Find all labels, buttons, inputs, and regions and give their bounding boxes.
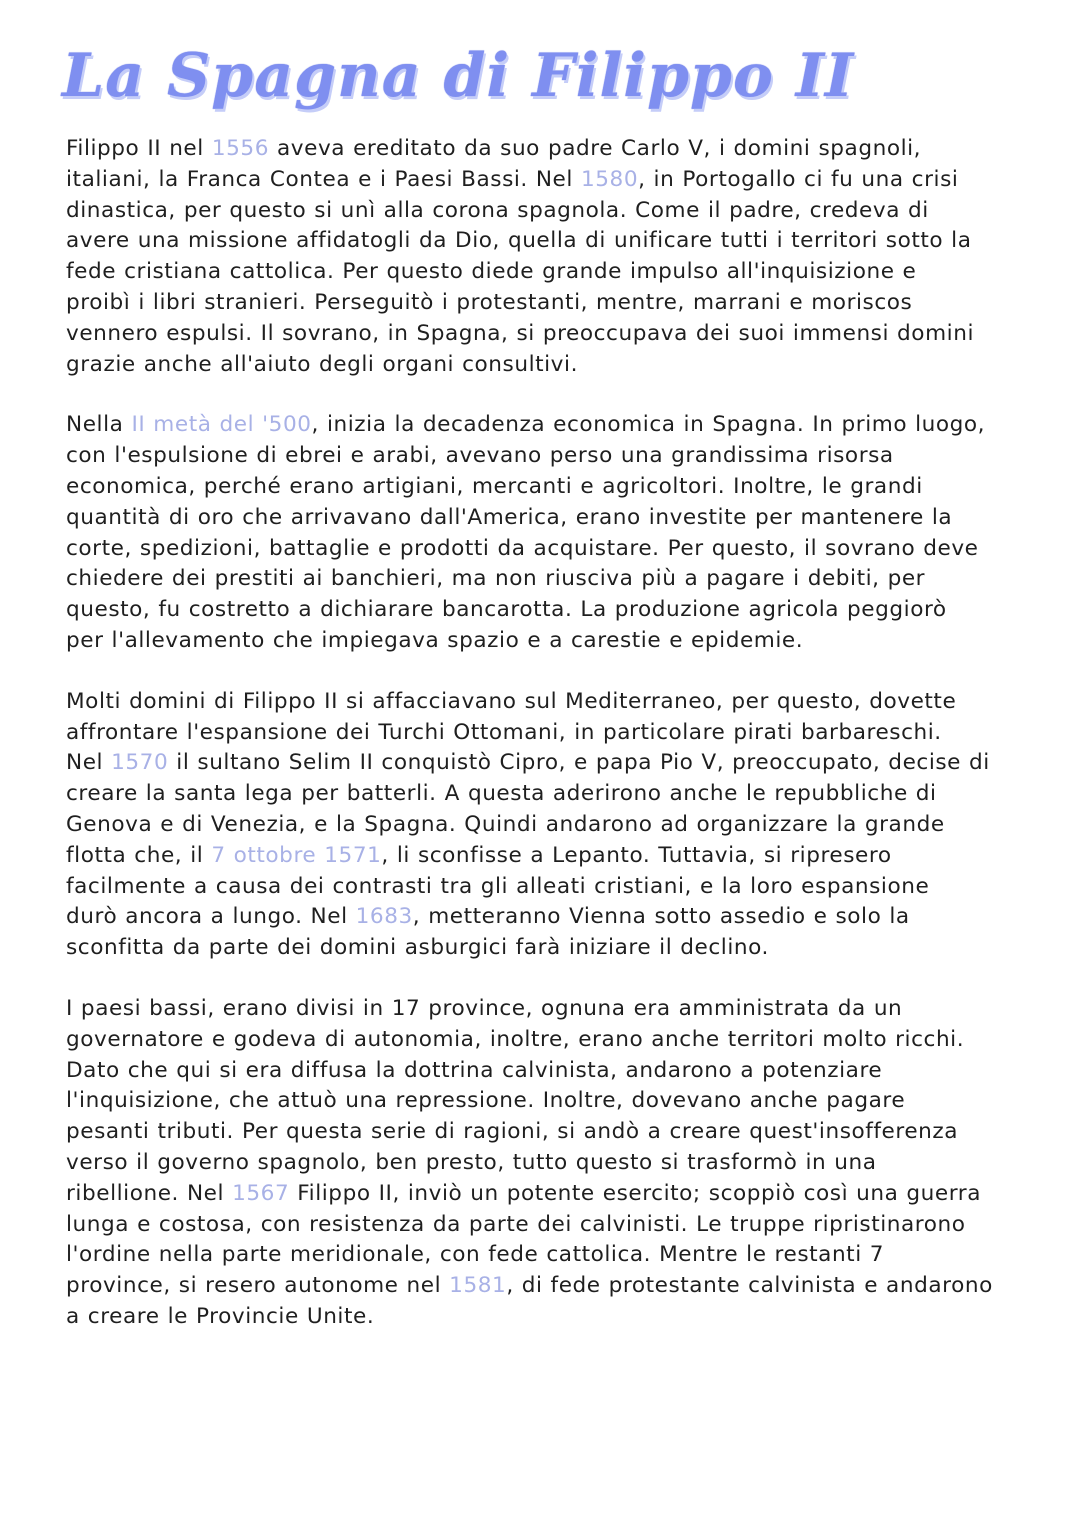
text-line: governatore e godeva di autonomia, inoltre, erano anche territori molto ricchi.	[66, 1026, 965, 1052]
highlighted-date: 1580	[580, 166, 639, 192]
text-line: economica, perché erano artigiani, mercanti e agricoltori. Inoltre, le grandi	[66, 473, 923, 499]
text-line: per l'allevamento che impiegava spazio e a carestie e epidemie.	[66, 627, 804, 653]
text-line: flotta che, il 7 ottobre 1571, li sconfisse a Lepanto. Tuttavia, si ripresero	[66, 842, 892, 868]
text-line: pesanti tributi. Per questa serie di ragioni, si andò a creare quest'insofferenza	[66, 1119, 959, 1145]
highlighted-date: 7 ottobre 1571	[211, 842, 382, 868]
text-line: I paesi bassi, erano divisi in 17 province, ognuna era amministrata da un	[66, 995, 903, 1021]
text-line: chiedere dei prestiti ai banchieri, ma non riusciva più a pagare i debiti, per	[66, 566, 926, 592]
text-line: a creare le Provincie Unite.	[66, 1303, 375, 1329]
text-line: grazie anche all'aiuto degli organi consultivi.	[66, 351, 578, 377]
text-line: quantità di oro che arrivavano dall'America, erano investite per mantenere la	[66, 504, 953, 530]
text-line: durò ancora a lungo. Nel 1683, metteranno Vienna sotto assedio e solo la	[66, 904, 910, 930]
text-line: dinastica, per questo si unì alla corona spagnola. Come il padre, credeva di	[66, 197, 929, 223]
paragraph	[66, 994, 1051, 1333]
highlighted-date: 1556	[211, 136, 269, 161]
highlighted-date: 1581	[449, 1273, 507, 1299]
text-line: facilmente a causa dei contrasti tra gli alleati cristiani, e la loro espansione	[66, 873, 930, 899]
text-line: corte, spedizioni, battaglie e prodotti da acquistare. Per questo, il sovrano deve	[66, 535, 979, 561]
text-line: l'ordine nella parte meridionale, con fede cattolica. Mentre le restanti 7	[66, 1242, 885, 1268]
text-line: lunga e costosa, con resistenza da parte dei calvinisti. Le truppe ripristinarono	[66, 1211, 966, 1237]
text-line: verso il governo spagnolo, ben presto, tutto questo si trasformò in una	[66, 1149, 877, 1175]
text-line: con l'espulsione di ebrei e arabi, avevano perso una grandissima risorsa	[66, 443, 894, 469]
text-line: Molti domini di Filippo II si affacciavano sul Mediterraneo, per questo, dovette	[66, 688, 957, 714]
highlighted-date: 1570	[111, 750, 169, 776]
text-line: l'inquisizione, che attuò una repressione. Inoltre, dovevano anche pagare	[66, 1088, 906, 1114]
text-line: avere una missione affidatogli da Dio, quella di unificare tutti i territori sotto la	[66, 228, 972, 254]
text-line: fede cristiana cattolica. Per questo diede grande impulso all'inquisizione e	[66, 259, 917, 285]
text-line: sconfitta da parte dei domini asburgici farà iniziare il declino.	[66, 935, 769, 961]
text-line: proibì i libri stranieri. Perseguitò i protestanti, mentre, marrani e moriscos	[66, 289, 913, 315]
paragraph	[66, 410, 1051, 656]
page-title: La Spagna di Filippo II	[62, 41, 855, 111]
paragraph	[66, 687, 1051, 964]
document-body	[66, 134, 1051, 1363]
text-line: creare la santa lega per batterli. A questa aderirono anche le repubbliche di	[66, 781, 937, 807]
text-line: affrontare l'espansione dei Turchi Ottomani, in particolare pirati barbareschi.	[66, 719, 942, 745]
paragraph	[66, 134, 1051, 380]
text-line: Nella II metà del '500, inizia la decadenza economica in Spagna. In primo luogo,	[66, 412, 986, 438]
text-line: Nel 1570 il sultano Selim II conquistò Cipro, e papa Pio V, preoccupato, decise di	[66, 750, 990, 776]
highlighted-date: 1567	[232, 1180, 290, 1206]
text-line: italiani, la Franca Contea e i Paesi Bassi. Nel 1580, in Portogallo ci fu una crisi	[66, 166, 959, 192]
text-line: Dato che qui si era diffusa la dottrina calvinista, andarono a potenziare	[66, 1057, 883, 1083]
text-line: ribellione. Nel 1567 Filippo II, inviò un potente esercito; scoppiò così una guerra	[66, 1180, 982, 1206]
text-line: Filippo II nel 1556 aveva ereditato da suo padre Carlo V, i domini spagnoli,	[66, 136, 922, 161]
highlighted-date: 1683	[355, 904, 413, 930]
text-line: Genova e di Venezia, e la Spagna. Quindi andarono ad organizzare la grande	[66, 811, 945, 837]
text-line: vennero espulsi. Il sovrano, in Spagna, si preoccupava dei suoi immensi domini	[66, 320, 974, 346]
text-line: questo, fu costretto a dichiarare bancarotta. La produzione agricola peggiorò	[66, 597, 947, 623]
highlighted-date: II metà del '500	[131, 412, 312, 438]
text-line: province, si resero autonome nel 1581, di fede protestante calvinista e andarono	[66, 1273, 993, 1299]
